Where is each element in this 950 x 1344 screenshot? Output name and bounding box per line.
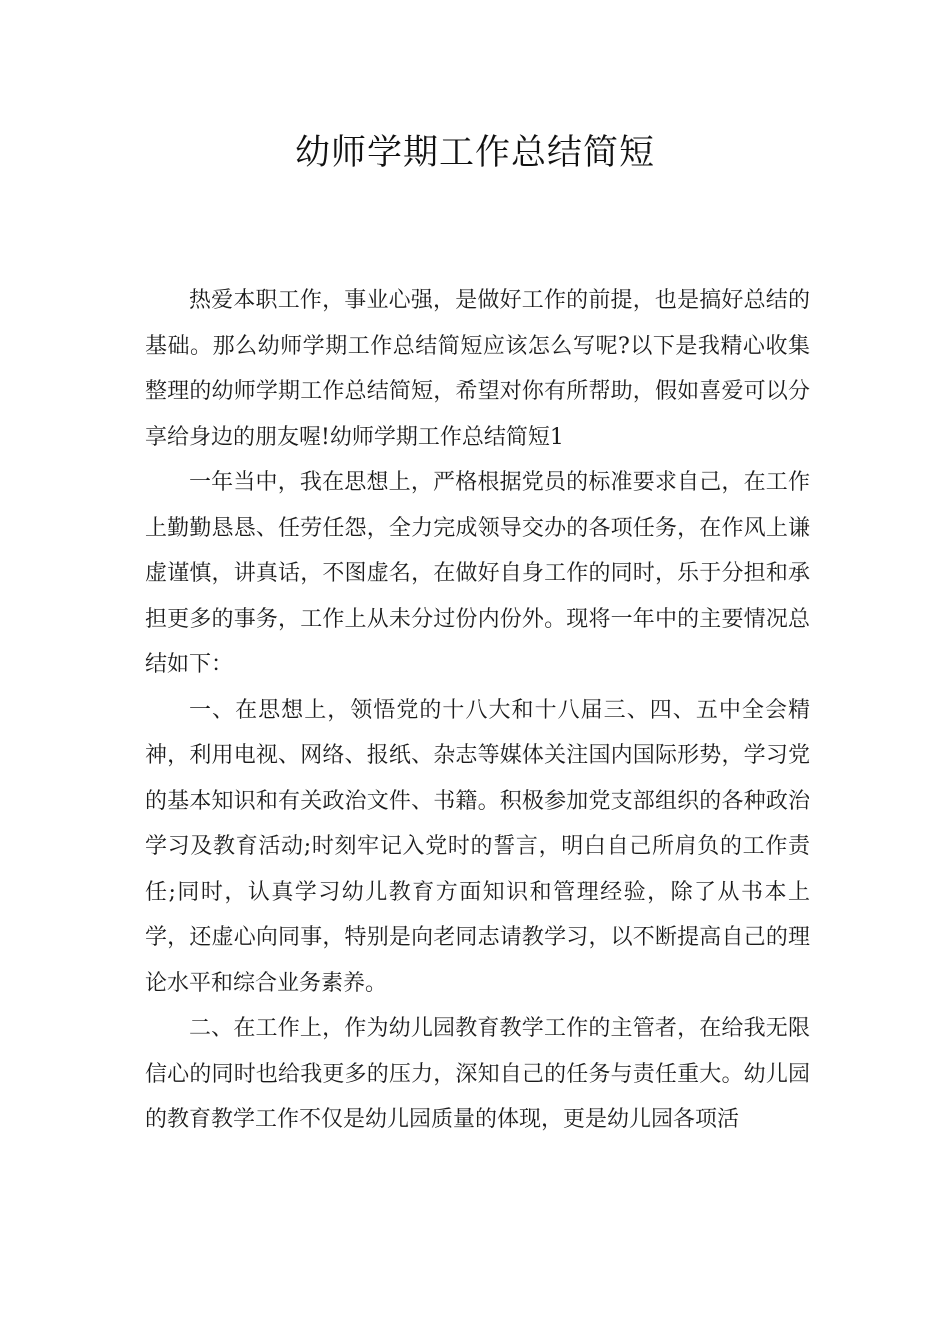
paragraph-intro: 热爱本职工作，事业心强，是做好工作的前提，也是搞好总结的基础。那么幼师学期工作总结简短应该怎么写呢?以下是我精心收集整理的幼师学期工作总结简短，希望对你有所帮助，假如喜爱可以分享给身边的朋友喔!幼师学期工作总结简短1 xyxy=(145,288,810,450)
paragraph-overview: 一年当中，我在思想上，严格根据党员的标准要求自己，在工作上勤勤恳恳、任劳任怨，全力完成领导交办的各项任务，在作风上谦虚谨慎，讲真话，不图虚名，在做好自身工作的同时，乐于分担和承担更多的事务，工作上从未分过份内份外。现将一年中的主要情况总结如下： xyxy=(145,470,810,677)
document-title: 幼师学期工作总结简短 xyxy=(294,133,655,173)
document-body xyxy=(145,278,810,1143)
paragraph-ideology: 一、在思想上，领悟党的十八大和十八届三、四、五中全会精神，利用电视、网络、报纸、杂志等媒体关注国内国际形势，学习党的基本知识和有关政治文件、书籍。积极参加党支部组织的各种政治学习及教育活动;时刻牢记入党时的誓言，明白自己所肩负的工作责任;同时，认真学习幼儿教育方面知识和管理经验，除了从书本上学，还虚心向同事，特别是向老同志请教学习，以不断提高自己的理论水平和综合业务素养。 xyxy=(145,697,810,996)
paragraph-work: 二、在工作上，作为幼儿园教育教学工作的主管者，在给我无限信心的同时也给我更多的压力，深知自己的任务与责任重大。幼儿园的教育教学工作不仅是幼儿园质量的体现，更是幼儿园各项活 xyxy=(145,1016,810,1132)
